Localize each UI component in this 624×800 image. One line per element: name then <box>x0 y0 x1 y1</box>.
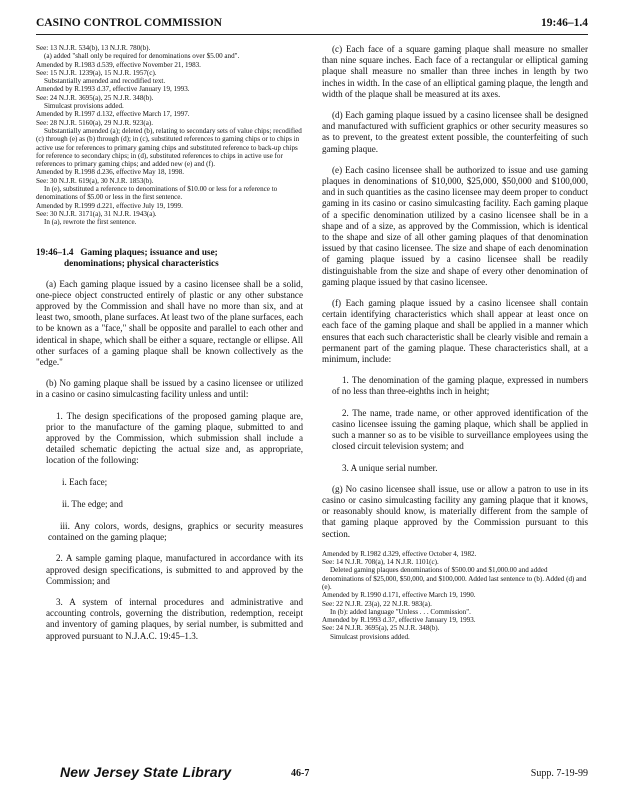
history-note: See: 30 N.J.R. 619(a), 30 N.J.R. 1853(b). <box>36 176 154 185</box>
history-notes-bottom <box>322 550 588 641</box>
history-note: In (a), rewrote the first sentence. <box>44 218 137 227</box>
section-title-line1: Gaming plaques; issuance and use; <box>80 246 218 257</box>
library-stamp: New Jersey State Library <box>60 764 232 780</box>
history-notes-top <box>36 44 303 227</box>
paragraph-c: (c) Each face of a square gaming plaque shall measure no smaller than nine square inches. Each face of a rectangular or elliptical gaming plaque shall measure no smaller than three inches in length by two inches in width. In the case of an elliptical gaming plaque, the length and width of the plaque shall be measured at its axes. <box>322 44 588 99</box>
header-agency: CASINO CONTROL COMMISSION <box>36 17 222 29</box>
history-note: See: 28 N.J.R. 5160(a), 29 N.J.R. 923(a). <box>36 118 154 127</box>
page-footer <box>36 766 588 786</box>
section-number: 19:46–1.4 <box>36 246 74 257</box>
paragraph-g: (g) No casino licensee shall issue, use or allow a patron to use in its casino or casino simulcasting facility any gaming plaque that it knows, or reasonably should know, is materially different from the sample of that gaming plaque approved by the Commission pursuant to this section. <box>322 483 588 539</box>
history-note: Amended by R.1999 d.221, effective July 19, 1999. <box>36 201 183 210</box>
history-note: Amended by R.1982 d.329, effective October 4, 1982. <box>322 549 477 558</box>
history-note: (a) added "shall only be required for denominations over $5.00 and". <box>44 52 240 61</box>
paragraph-b: (b) No gaming plaque shall be issued by a casino licensee or utilized in a casino or casino simulcasting facility unless and until: <box>36 378 303 400</box>
paragraph-b1-iii: iii. Any colors, words, designs, graphics or security measures contained on the gaming plaque; <box>48 520 303 543</box>
history-note: In (b): added language "Unless . . . Commission". <box>330 607 471 616</box>
paragraph-f1: 1. The denomination of the gaming plaque, expressed in numbers of no less than three-eighths inch in height; <box>332 375 588 397</box>
paragraph-b1: 1. The design specifications of the proposed gaming plaque are, prior to the manufacture of the gaming plaque, submitted to and approved by the Commission, which submission shall include a detailed schematic depicting the actual size and, as appropriate, location of the following: <box>46 410 303 466</box>
history-note: In (e), substituted a reference to denominations of $10.00 or less for a reference to denominations of $5.00 or less in the first sentence. <box>36 185 278 202</box>
history-note: Substantially amended (a); deleted (b), relating to secondary sets of value chips; recodified (c) through (e) as (b) through (d); in (c), substituted references to gaming chips or to chips in active use for references to primary gaming chips and substituted reference to back-up chips for reference to secondary chips; in (d), substituted references to chips in active use for references to primary gaming chips; and added new (e) and (f). <box>36 126 302 169</box>
running-header <box>36 14 588 35</box>
history-note: Amended by R.1998 d.236, effective May 18, 1998. <box>36 168 185 177</box>
history-note: Substantially amended and recodified text. <box>44 77 166 86</box>
left-column <box>36 44 303 652</box>
history-note: See: 24 N.J.R. 3695(a), 25 N.J.R. 348(b). <box>322 624 440 633</box>
history-note: See: 15 N.J.R. 1239(a), 15 N.J.R. 1957(c). <box>36 68 157 77</box>
paragraph-b3: 3. A system of internal procedures and administrative and accounting controls, governing the distribution, redemption, receipt and inventory of gaming plaques, by serial number, is submitted and approved pursuant to N.J.A.C. 19:45–1.3. <box>46 597 303 641</box>
supplement-date: Supp. 7-19-99 <box>530 768 588 779</box>
section-title-line2: denominations; physical characteristics <box>64 257 219 268</box>
history-note: Amended by R.1983 d.539, effective November 21, 1983. <box>36 60 201 69</box>
paragraph-d: (d) Each gaming plaque issued by a casino licensee shall be designed and manufactured with sufficient graphics or other security measures so as to prevent, to the greatest extent possible, the counterfeiting of such gaming plaque. <box>322 110 588 154</box>
section-heading <box>36 247 303 269</box>
history-note: See: 30 N.J.R. 3171(a), 31 N.J.R. 1943(a). <box>36 209 157 218</box>
paragraph-b2: 2. A sample gaming plaque, manufactured in accordance with its approved design specifications, is submitted to and approved by the Commission; and <box>46 553 303 586</box>
paragraph-a: (a) Each gaming plaque issued by a casino licensee shall be a solid, one-piece object constructed entirely of plastic or any other substance approved by the Commission and shall have no more than six, and at least two, smooth, plane surfaces. At least two of the plane surfaces, each to be known as a "face," shall be opposite and parallel to each other and identical in shape, which shall be either a square, rectangle or ellipse. All other surfaces of a gaming plaque shall be known collectively as the "edge." <box>36 278 303 367</box>
history-note: See: 14 N.J.R. 708(a), 14 N.J.R. 1101(c). <box>322 558 439 567</box>
right-column <box>322 44 588 641</box>
paragraph-b1-i: i. Each face; <box>62 476 108 487</box>
header-section-number: 19:46–1.4 <box>541 17 588 29</box>
paragraph-e: (e) Each casino licensee shall be authorized to issue and use gaming plaques in denominations of $10,000, $25,000, $50,000 and $100,000, and in such quantities as the casino licensee may deem proper to conduct gaming in its casino or casino simulcasting facility. Each gaming plaque of a specific denomination utilized by a casino licensee shall be in a shape and of a size, as approved by the Commission, which is identical to the shape and size of all other gaming plaques of that denomination issued by that casino licensee. The size and shape of each denomination of gaming plaque issued by a casino licensee shall be readily distinguishable from the size and shape of every other denomination of gaming plaque issued by that casino licensee. <box>322 164 588 287</box>
history-note: Simulcast provisions added. <box>330 632 410 641</box>
page-number: 46-7 <box>291 768 310 779</box>
history-note: See: 24 N.J.R. 3695(a), 25 N.J.R. 348(b). <box>36 93 154 102</box>
history-note: Simulcast provisions added. <box>44 102 124 111</box>
paragraph-f3: 3. A unique serial number. <box>342 462 438 473</box>
history-note: See: 13 N.J.R. 534(b), 13 N.J.R. 780(b). <box>36 44 151 52</box>
history-note: Deleted gaming plaques denominations of $500.00 and $1,000.00 and added denominations of $25,000, $50,000, and $100,000. Added last sentence to (b). Added (d) and (e). <box>322 566 587 591</box>
paragraph-f: (f) Each gaming plaque issued by a casino licensee shall contain certain identifying characteristics which shall appear at least once on each face of the gaming plaque and shall be applied in a manner which ensures that each such characteristic shall be clearly visible and remain a permanent part of the gaming plaque. These characteristics shall, at a minimum, include: <box>322 298 588 365</box>
paragraph-b1-ii: ii. The edge; and <box>62 498 123 509</box>
history-note: See: 22 N.J.R. 23(a), 22 N.J.R. 983(a). <box>322 599 432 608</box>
history-note: Amended by R.1993 d.37, effective January 19, 1993. <box>36 85 190 94</box>
history-note: Amended by R.1997 d.132, effective March 17, 1997. <box>36 110 190 119</box>
paragraph-f2: 2. The name, trade name, or other approved identification of the casino licensee issuing the gaming plaque, which shall be applied in such a manner so as to be visible to surveillance employees using the closed circuit television system; and <box>332 407 588 452</box>
history-note: Amended by R.1990 d.171, effective March 19, 1990. <box>322 591 476 600</box>
history-note: Amended by R.1993 d.37, effective January 19, 1993. <box>322 616 476 625</box>
